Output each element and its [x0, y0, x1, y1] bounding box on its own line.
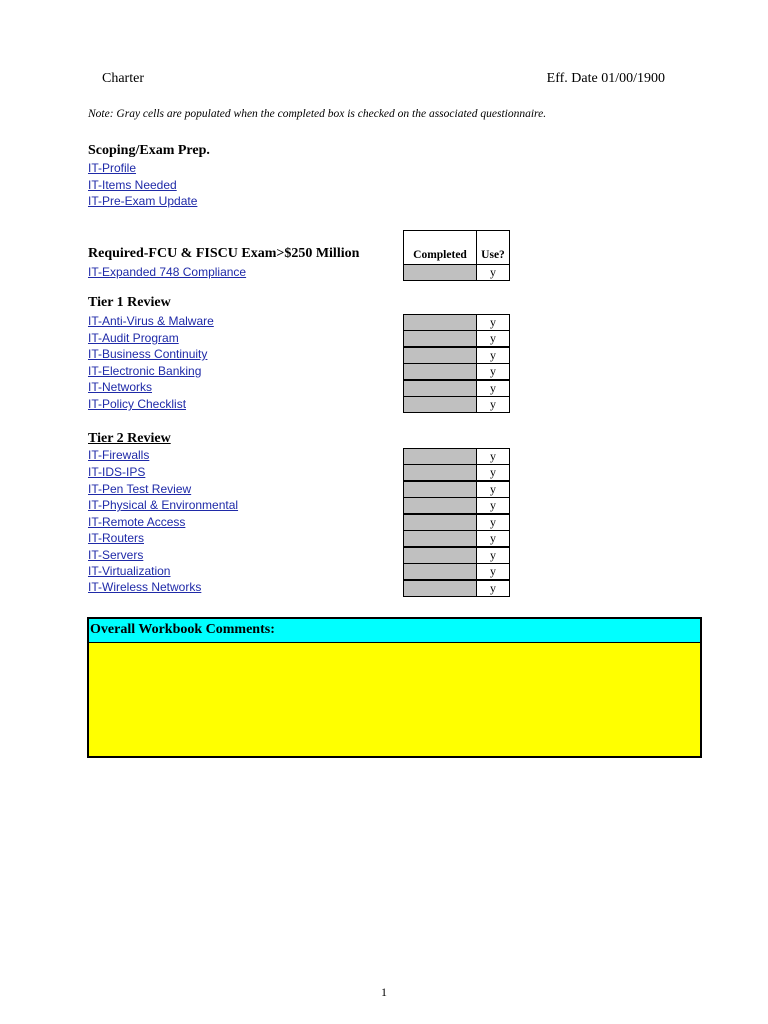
use-cell[interactable]: y	[476, 497, 510, 514]
completed-cell	[403, 497, 477, 514]
required-title: Required-FCU & FISCU Exam>$250 Million	[88, 246, 360, 261]
link-it-virtualization[interactable]: IT-Virtualization	[88, 564, 171, 578]
use-cell[interactable]: y	[476, 514, 510, 531]
link-it-expanded-748-compliance[interactable]: IT-Expanded 748 Compliance	[88, 265, 247, 279]
tier1-title: Tier 1 Review	[88, 295, 171, 310]
use-cell[interactable]: y	[476, 347, 510, 364]
use-cell[interactable]: y	[476, 380, 510, 397]
completed-cell	[403, 396, 477, 413]
completed-cell	[403, 448, 477, 465]
completed-cell	[403, 530, 477, 547]
completed-cell	[403, 330, 477, 347]
use-cell[interactable]: y	[476, 530, 510, 547]
completed-cell	[403, 563, 477, 580]
use-header: Use?	[476, 230, 510, 265]
effective-date: Eff. Date 01/00/1900	[546, 71, 665, 86]
link-it-audit-program[interactable]: IT-Audit Program	[88, 331, 179, 345]
link-it-anti-virus-malware[interactable]: IT-Anti-Virus & Malware	[88, 314, 214, 328]
completed-cell	[403, 464, 477, 481]
link-it-electronic-banking[interactable]: IT-Electronic Banking	[88, 364, 202, 378]
link-it-remote-access[interactable]: IT-Remote Access	[88, 515, 186, 529]
completed-cell	[403, 264, 477, 281]
comments-title: Overall Workbook Comments:	[89, 619, 700, 643]
header-left: Charter	[102, 71, 144, 86]
completed-header: Completed	[403, 230, 477, 265]
completed-cell	[403, 380, 477, 397]
link-it-pre-exam-update[interactable]: IT-Pre-Exam Update	[88, 194, 198, 208]
completed-cell	[403, 514, 477, 531]
link-it-profile[interactable]: IT-Profile	[88, 161, 137, 175]
page-number: 1	[381, 985, 387, 999]
use-cell[interactable]: y	[476, 396, 510, 413]
completed-cell	[403, 547, 477, 564]
link-it-ids-ips[interactable]: IT-IDS-IPS	[88, 465, 146, 479]
link-it-firewalls[interactable]: IT-Firewalls	[88, 448, 150, 462]
completed-cell	[403, 347, 477, 364]
use-cell[interactable]: y	[476, 563, 510, 580]
use-cell[interactable]: y	[476, 464, 510, 481]
use-cell[interactable]: y	[476, 264, 510, 281]
use-cell[interactable]: y	[476, 314, 510, 331]
use-cell[interactable]: y	[476, 448, 510, 465]
tier2-title: Tier 2 Review	[88, 431, 171, 446]
comments-input[interactable]	[89, 643, 700, 756]
note-text: Note: Gray cells are populated when the completed box is checked on the associated questionnaire.	[88, 108, 547, 120]
link-it-pen-test-review[interactable]: IT-Pen Test Review	[88, 482, 192, 496]
use-cell[interactable]: y	[476, 481, 510, 498]
scoping-title: Scoping/Exam Prep.	[88, 143, 210, 158]
comments-box	[87, 617, 702, 758]
completed-cell	[403, 363, 477, 380]
completed-cell	[403, 314, 477, 331]
use-cell[interactable]: y	[476, 547, 510, 564]
completed-cell	[403, 481, 477, 498]
use-cell[interactable]: y	[476, 363, 510, 380]
link-it-wireless-networks[interactable]: IT-Wireless Networks	[88, 580, 202, 594]
link-it-business-continuity[interactable]: IT-Business Continuity	[88, 347, 208, 361]
use-cell[interactable]: y	[476, 330, 510, 347]
completed-cell	[403, 580, 477, 597]
link-it-physical-environmental[interactable]: IT-Physical & Environmental	[88, 498, 239, 512]
link-it-servers[interactable]: IT-Servers	[88, 548, 144, 562]
link-it-items-needed[interactable]: IT-Items Needed	[88, 178, 177, 192]
link-it-routers[interactable]: IT-Routers	[88, 531, 145, 545]
use-cell[interactable]: y	[476, 580, 510, 597]
link-it-networks[interactable]: IT-Networks	[88, 380, 153, 394]
link-it-policy-checklist[interactable]: IT-Policy Checklist	[88, 397, 187, 411]
